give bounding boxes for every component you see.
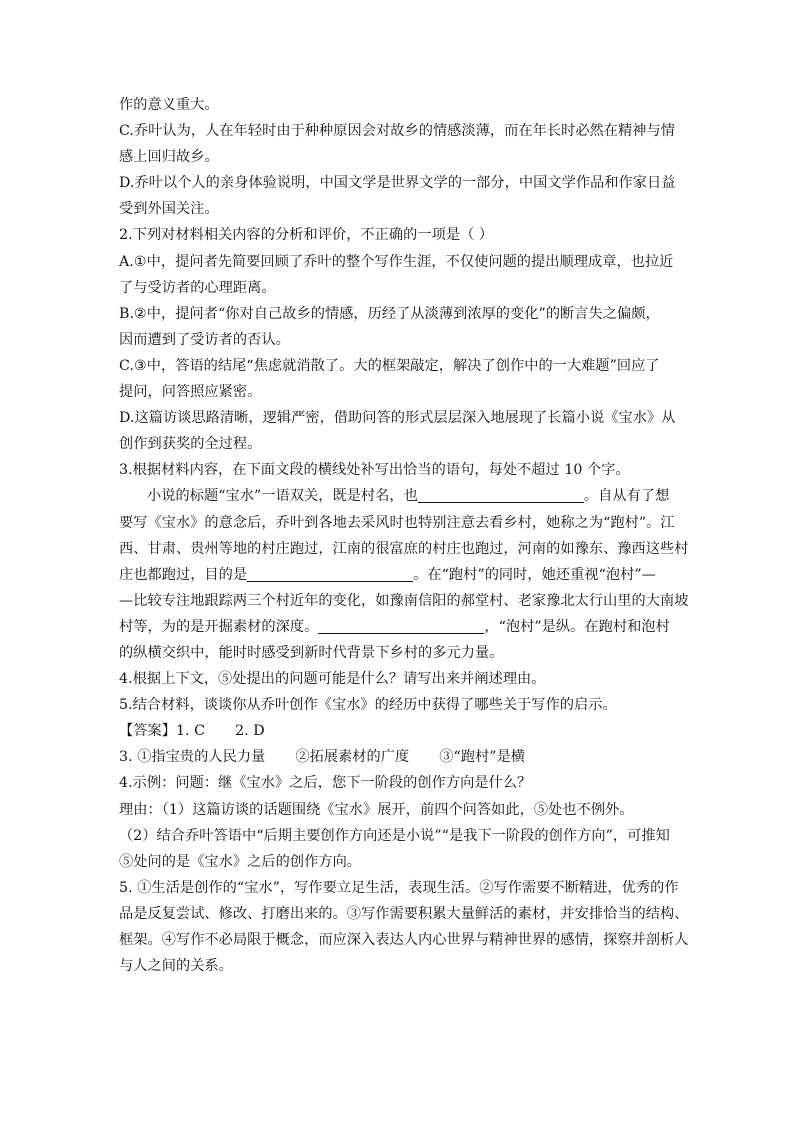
answer-1: 【答案】1. C	[119, 723, 206, 740]
q3-passage-line-2: 要写《宝水》的意念后，乔叶到各地去采风时也特别注意去看乡村，她称之为“跑村”。江	[119, 514, 675, 531]
answer-3-part-1: 3. ①指宝贵的人民力量	[119, 749, 266, 766]
answer-3	[119, 744, 679, 770]
answer-5-cont-2: 框架。④写作不必局限于概念，而应深入表达人内心世界与精神世界的感情，探察并剖析人	[119, 932, 689, 948]
fill-blank-1	[418, 487, 584, 503]
answer-3-part-2: ②拓展素材的广度	[295, 749, 410, 766]
answer-5-cont-3: 与人之间的关系。	[119, 958, 233, 975]
q2-option-a: A.①中，提问者先简要回顾了乔叶的整个写作生涯，不仅使问题的提出顺理成章，也拉近	[119, 253, 674, 270]
answer-header	[119, 718, 679, 744]
passage-text: ，“泡村”是纵。在跑村和泡村	[484, 618, 670, 635]
passage-text: 庄也都跑过，目的是	[119, 566, 248, 583]
q3-passage-line-4	[119, 562, 679, 588]
question-2: 2.下列对材料相关内容的分析和评价，不正确的一项是（ ）	[119, 227, 494, 244]
answer-4-reason-1: 理由：（1）这篇访谈的话题围绕《宝水》展开，前四个问答如此，⑤处也不例外。	[119, 801, 634, 818]
q2-option-c-cont: 提问，问答照应紧密。	[119, 384, 262, 401]
q2-option-b-cont: 因而遭到了受访者的否认。	[119, 331, 290, 348]
q3-passage-line-5: —比较专注地跟踪两三个村近年的变化，如豫南信阳的郝堂村、老家豫北太行山里的大南坡	[119, 592, 689, 609]
q1-option-c-cont: 感上回归故乡。	[119, 149, 219, 166]
answer-4: 4.示例：问题：继《宝水》之后，您下一阶段的创作方向是什么？	[119, 775, 532, 792]
q3-passage-line-3: 西、甘肃、贵州等地的村庄跑过，江南的很富庶的村庄也跑过，河南的如豫东、豫西这些村	[119, 540, 689, 557]
question-5: 5.结合材料，谈谈你从乔叶创作《宝水》的经历中获得了哪些关于写作的启示。	[119, 697, 617, 714]
q3-passage-line-1	[119, 483, 679, 509]
fill-blank-3	[318, 618, 484, 634]
q1-option-d: D.乔叶以个人的亲身体验说明，中国文学是世界文学的一部分，中国文学作品和作家日益	[119, 175, 676, 192]
q2-option-d-cont: 创作到获奖的全过程。	[119, 436, 262, 453]
answer-5-cont-1: 品是反复尝试、修改、打磨出来的。③写作需要积累大量鲜活的素材，并安排恰当的结构、	[119, 905, 689, 922]
passage-text: 。自从有了想	[583, 488, 670, 505]
q1-option-c: C.乔叶认为，人在年轻时由于种种原因会对故乡的情感淡薄，而在年长时必然在精神与情	[119, 123, 675, 140]
q2-option-b: B.②中，提问者“你对自己故乡的情感，历经了从淡薄到浓厚的变化”的断言失之偏颇，	[119, 305, 660, 322]
q1-option-d-cont: 受到外国关注。	[119, 201, 219, 218]
question-4: 4.根据上下文，⑤处提出的问题可能是什么？请写出来并阐述理由。	[119, 671, 546, 688]
q3-passage-line-6	[119, 614, 679, 640]
q2-option-c: C.③中，答语的结尾“焦虑就消散了。大的框架敲定，解决了创作中的一大难题”回应了	[119, 357, 660, 374]
question-3: 3.根据材料内容，在下面文段的横线处补写出恰当的语句，每处不超过 10 个字。	[119, 462, 630, 479]
fill-blank-2	[247, 566, 413, 582]
passage-text: 村等，为的是开掘素材的深度。	[119, 618, 319, 635]
q3-passage-line-7: 的纵横交织中，能时时感受到新时代背景下乡村的多元力量。	[119, 644, 504, 661]
answer-5: 5. ①生活是创作的“宝水”，写作要立足生活，表现生活。②写作需要不断精进，优秀的作	[119, 879, 679, 896]
option-b-continuation: 作的意义重大。	[119, 97, 219, 113]
answer-3-part-3: ③“跑村”是横	[439, 749, 526, 766]
passage-text: 小说的标题“宝水”一语双关，既是村名，也	[147, 488, 418, 505]
q2-option-a-cont: 了与受访者的心理距离。	[119, 279, 276, 296]
answer-4-reason-2-cont: ⑤处问的是《宝水》之后的创作方向。	[119, 853, 362, 870]
q2-option-d: D.这篇访谈思路清晰，逻辑严密，借助问答的形式层层深入地展现了长篇小说《宝水》从	[119, 410, 676, 427]
document-page	[119, 92, 689, 979]
answer-2: 2. D	[235, 723, 265, 740]
answer-4-reason-2: （2）结合乔叶答语中“后期主要创作方向还是小说”“是我下一阶段的创作方向”，可推知	[119, 827, 670, 844]
passage-text: 。在“跑村”的同时，她还重视“泡村”—	[413, 566, 656, 583]
